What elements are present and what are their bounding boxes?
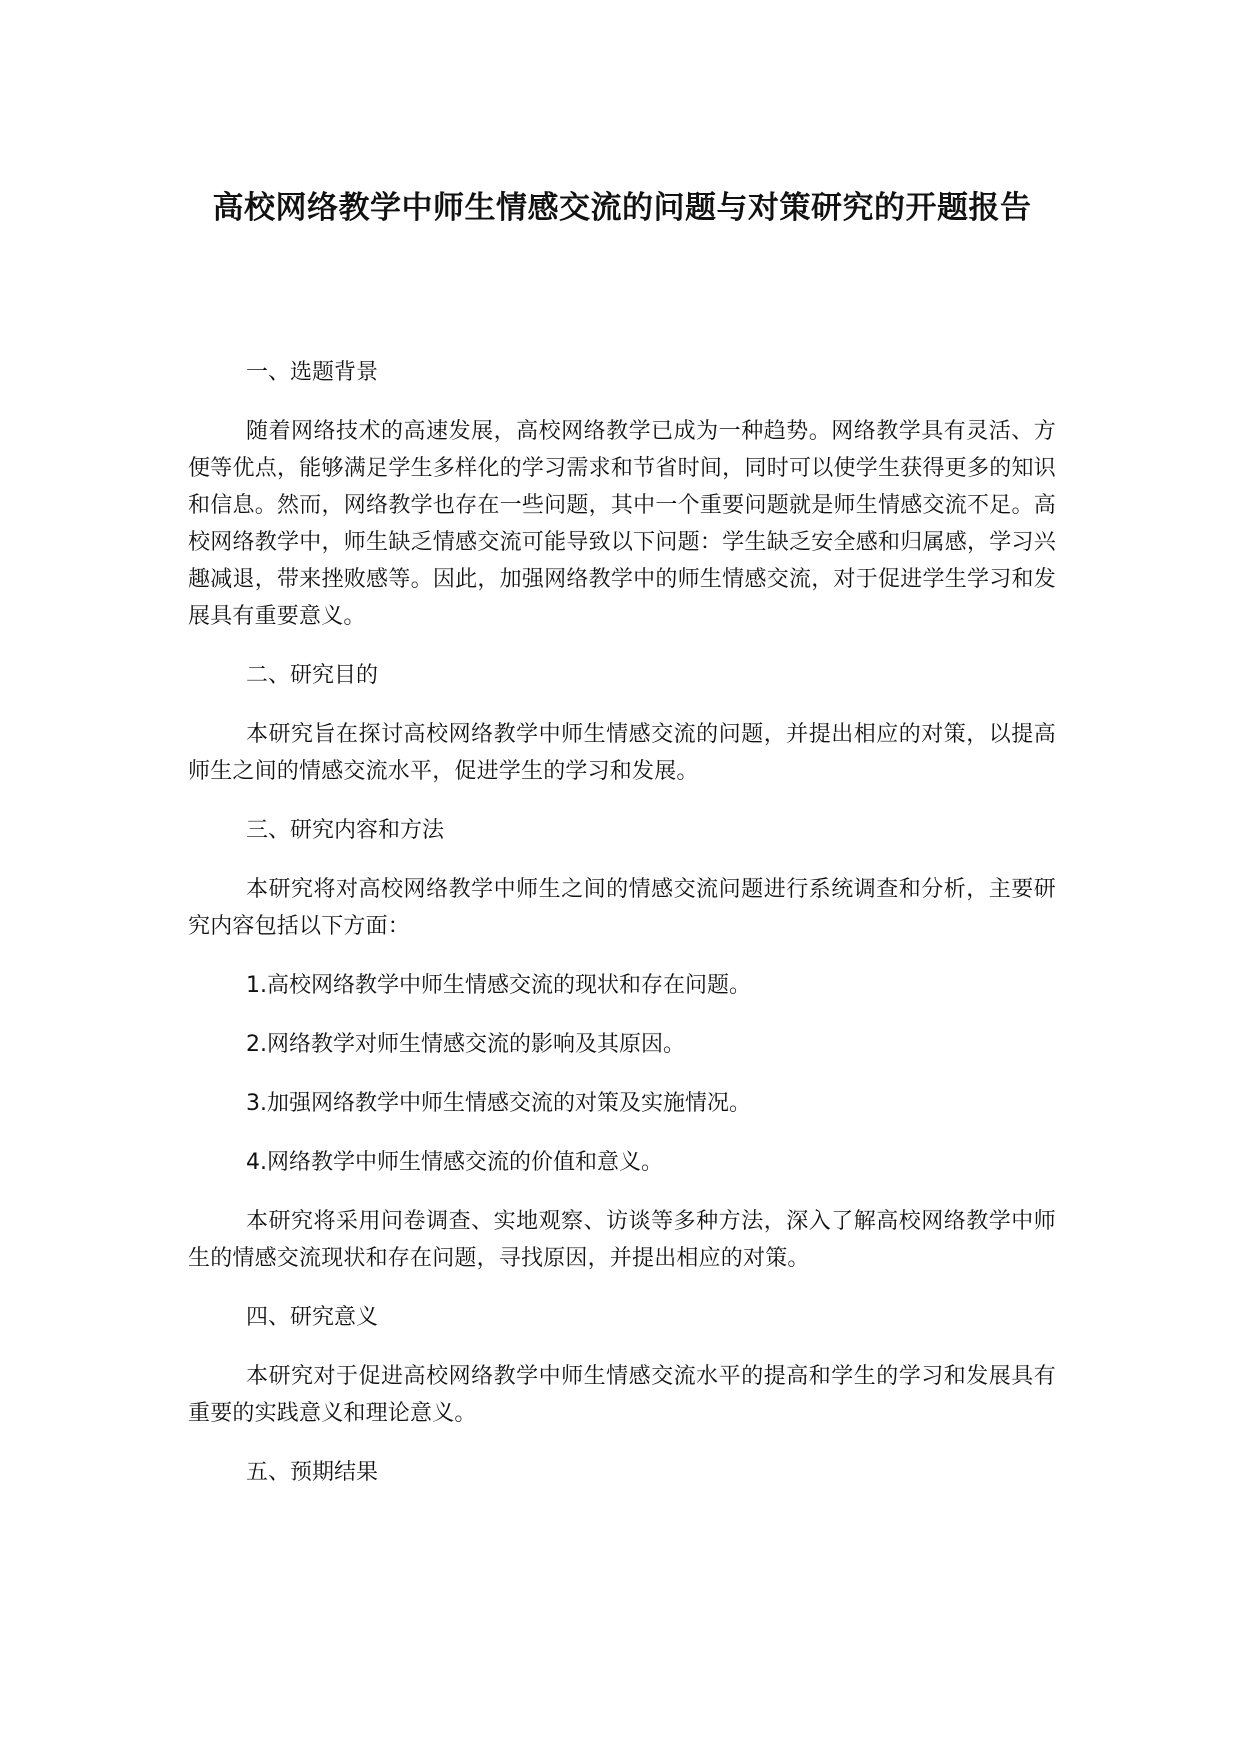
paragraph-methods: 本研究将采用问卷调查、实地观察、访谈等多种方法，深入了解高校网络教学中师生的情感交流现状和存在问题，寻找原因，并提出相应的对策。 — [188, 1209, 1056, 1271]
document-body — [188, 354, 1056, 1513]
list-item: 4.网络教学中师生情感交流的价值和意义。 — [246, 1150, 663, 1175]
paragraph-purpose: 本研究旨在探讨高校网络教学中师生情感交流的问题，并提出相应的对策，以提高师生之间的情感交流水平，促进学生的学习和发展。 — [188, 722, 1056, 784]
list-item: 3.加强网络教学中师生情感交流的对策及实施情况。 — [246, 1091, 751, 1116]
section-heading-expected-results: 五、预期结果 — [246, 1460, 379, 1485]
list-item: 2.网络教学对师生情感交流的影响及其原因。 — [246, 1032, 685, 1057]
paragraph-content-intro: 本研究将对高校网络教学中师生之间的情感交流问题进行系统调查和分析，主要研究内容包括以下方面： — [188, 877, 1056, 939]
paragraph-significance: 本研究对于促进高校网络教学中师生情感交流水平的提高和学生的学习和发展具有重要的实践意义和理论意义。 — [188, 1364, 1056, 1426]
document-title: 高校网络教学中师生情感交流的问题与对策研究的开题报告 — [212, 190, 1032, 226]
section-heading-purpose: 二、研究目的 — [246, 663, 379, 688]
section-heading-content-methods: 三、研究内容和方法 — [246, 818, 445, 843]
list-item: 1.高校网络教学中师生情感交流的现状和存在问题。 — [246, 973, 751, 998]
section-heading-background: 一、选题背景 — [246, 360, 379, 385]
paragraph-background: 随着网络技术的高速发展，高校网络教学已成为一种趋势。网络教学具有灵活、方便等优点，能够满足学生多样化的学习需求和节省时间，同时可以使学生获得更多的知识和信息。然而，网络教学也存在一些问题，其中一个重要问题就是师生情感交流不足。高校网络教学中，师生缺乏情感交流可能导致以下问题：学生缺乏安全感和归属感，学习兴趣减退，带来挫败感等。因此，加强网络教学中的师生情感交流，对于促进学生学习和发展具有重要意义。 — [188, 419, 1056, 629]
section-heading-significance: 四、研究意义 — [246, 1305, 379, 1330]
